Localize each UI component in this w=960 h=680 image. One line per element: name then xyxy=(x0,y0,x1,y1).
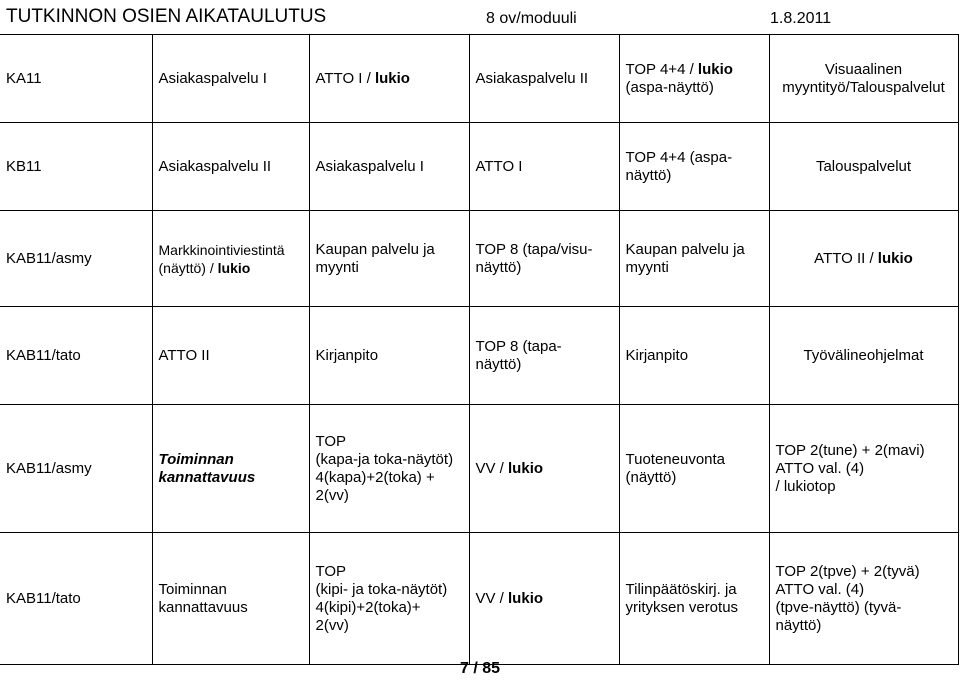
module-cell xyxy=(152,123,309,211)
cell-text: (tpve-näyttö) (tyvä- xyxy=(775,598,902,616)
cell-text: Asiakaspalvelu I xyxy=(315,157,424,175)
cell-text: näyttö) xyxy=(475,355,522,373)
cell-text: Talouspalvelut xyxy=(815,157,912,175)
cell-text: VV / lukio xyxy=(475,459,544,477)
module-cell xyxy=(152,35,309,123)
cell-text: KA11 xyxy=(6,69,42,87)
table-row xyxy=(0,307,958,405)
cell-text: Visuaalinen xyxy=(824,60,903,78)
module-cell xyxy=(309,35,469,123)
cell-text: ATTO I xyxy=(475,157,523,175)
module-cell xyxy=(309,211,469,307)
module-cell xyxy=(769,123,958,211)
cell-text: myyntityö/Talouspalvelut xyxy=(782,78,945,96)
cell-text: ATTO val. (4) xyxy=(775,580,865,598)
page-number: 7 / 85 xyxy=(459,660,501,677)
table-row xyxy=(0,35,958,123)
module-cell xyxy=(309,405,469,533)
cell-text: TOP 2(tpve) + 2(tyvä) xyxy=(775,562,920,580)
cell-text: Kirjanpito xyxy=(315,346,379,364)
cell-text: (aspa-näyttö) xyxy=(625,78,714,96)
cell-text: TOP xyxy=(315,432,347,450)
cell-text: Kaupan palvelu ja xyxy=(625,240,745,258)
module-cell xyxy=(469,307,619,405)
cell-text: Kaupan palvelu ja xyxy=(315,240,435,258)
cell-text: Asiakaspalvelu II xyxy=(158,157,272,175)
module-cell xyxy=(769,307,958,405)
document-date: 1.8.2011 xyxy=(770,10,832,27)
cell-text: yrityksen verotus xyxy=(625,598,739,616)
cell-text: Työvälineohjelmat xyxy=(803,346,924,364)
cell-text: Tuoteneuvonta xyxy=(625,450,726,468)
module-cell xyxy=(619,307,769,405)
module-cell xyxy=(152,211,309,307)
table-row xyxy=(0,533,958,665)
cell-text: Toiminnan xyxy=(158,580,227,598)
module-cell xyxy=(619,123,769,211)
module-cell xyxy=(309,123,469,211)
module-cell xyxy=(619,405,769,533)
cell-text: VV / lukio xyxy=(475,589,544,607)
cell-text: Kirjanpito xyxy=(625,346,689,364)
cell-text: KAB11/tato xyxy=(6,346,81,364)
group-cell xyxy=(0,405,152,533)
module-cell xyxy=(309,533,469,665)
cell-text: KAB11/asmy xyxy=(6,459,92,477)
module-cell xyxy=(769,35,958,123)
cell-text: TOP 4+4 (aspa- xyxy=(625,148,733,166)
cell-text: KAB11/asmy xyxy=(6,249,92,267)
document-title: TUTKINNON OSIEN AIKATAULUTUS xyxy=(6,6,327,27)
group-cell xyxy=(0,533,152,665)
cell-text: (näyttö) xyxy=(625,468,677,486)
document-header xyxy=(0,0,960,34)
table-row xyxy=(0,211,958,307)
cell-text: ATTO II xyxy=(158,346,210,364)
module-cell xyxy=(619,211,769,307)
schedule-table xyxy=(0,34,959,665)
module-cell xyxy=(469,405,619,533)
module-cell xyxy=(619,35,769,123)
cell-text: ATTO II / lukio xyxy=(814,249,913,267)
cell-text: Markkinointiviestintä xyxy=(158,241,285,258)
cell-text: / lukiotop xyxy=(775,477,836,495)
cell-text: (kipi- ja toka-näytöt) xyxy=(315,580,448,598)
cell-text: Asiakaspalvelu I xyxy=(158,69,267,87)
cell-text: TOP 2(tune) + 2(mavi) xyxy=(775,441,925,459)
cell-text: näyttö) xyxy=(625,166,672,184)
module-cell xyxy=(769,211,958,307)
cell-text: TOP 8 (tapa/visu- xyxy=(475,240,593,258)
cell-text: Toiminnan xyxy=(158,450,234,468)
table-row xyxy=(0,405,958,533)
module-cell xyxy=(469,211,619,307)
cell-text: ATTO I / lukio xyxy=(315,69,410,87)
cell-text: Tilinpäätöskirj. ja xyxy=(625,580,737,598)
group-cell xyxy=(0,35,152,123)
cell-text: näyttö) xyxy=(475,258,522,276)
module-cell xyxy=(469,123,619,211)
group-cell xyxy=(0,123,152,211)
cell-text: näyttö) xyxy=(775,616,822,634)
module-cell xyxy=(619,533,769,665)
cell-text: kannattavuus xyxy=(158,598,248,616)
cell-text: 2(vv) xyxy=(315,486,349,504)
cell-text: kannattavuus xyxy=(158,468,256,486)
module-cell xyxy=(469,35,619,123)
cell-text: TOP 8 (tapa- xyxy=(475,337,562,355)
cell-text: myynti xyxy=(625,258,669,276)
module-cell xyxy=(469,533,619,665)
module-cell xyxy=(769,405,958,533)
cell-text: (näyttö) / lukio xyxy=(158,259,251,276)
module-cell xyxy=(769,533,958,665)
table-row xyxy=(0,123,958,211)
module-cell xyxy=(309,307,469,405)
cell-text: 4(kipi)+2(toka)+ xyxy=(315,598,421,616)
cell-text: Asiakaspalvelu II xyxy=(475,69,589,87)
module-cell xyxy=(152,405,309,533)
cell-text: (kapa-ja toka-näytöt) xyxy=(315,450,454,468)
cell-text: ATTO val. (4) xyxy=(775,459,865,477)
module-cell xyxy=(152,307,309,405)
cell-text: TOP xyxy=(315,562,347,580)
cell-text: myynti xyxy=(315,258,359,276)
document-subtitle: 8 ov/moduuli xyxy=(486,10,577,27)
cell-text: KB11 xyxy=(6,157,42,175)
cell-text: 2(vv) xyxy=(315,616,349,634)
module-cell xyxy=(152,533,309,665)
group-cell xyxy=(0,307,152,405)
cell-text: KAB11/tato xyxy=(6,589,81,607)
cell-text: TOP 4+4 / lukio xyxy=(625,60,733,78)
group-cell xyxy=(0,211,152,307)
cell-text: 4(kapa)+2(toka) + xyxy=(315,468,435,486)
